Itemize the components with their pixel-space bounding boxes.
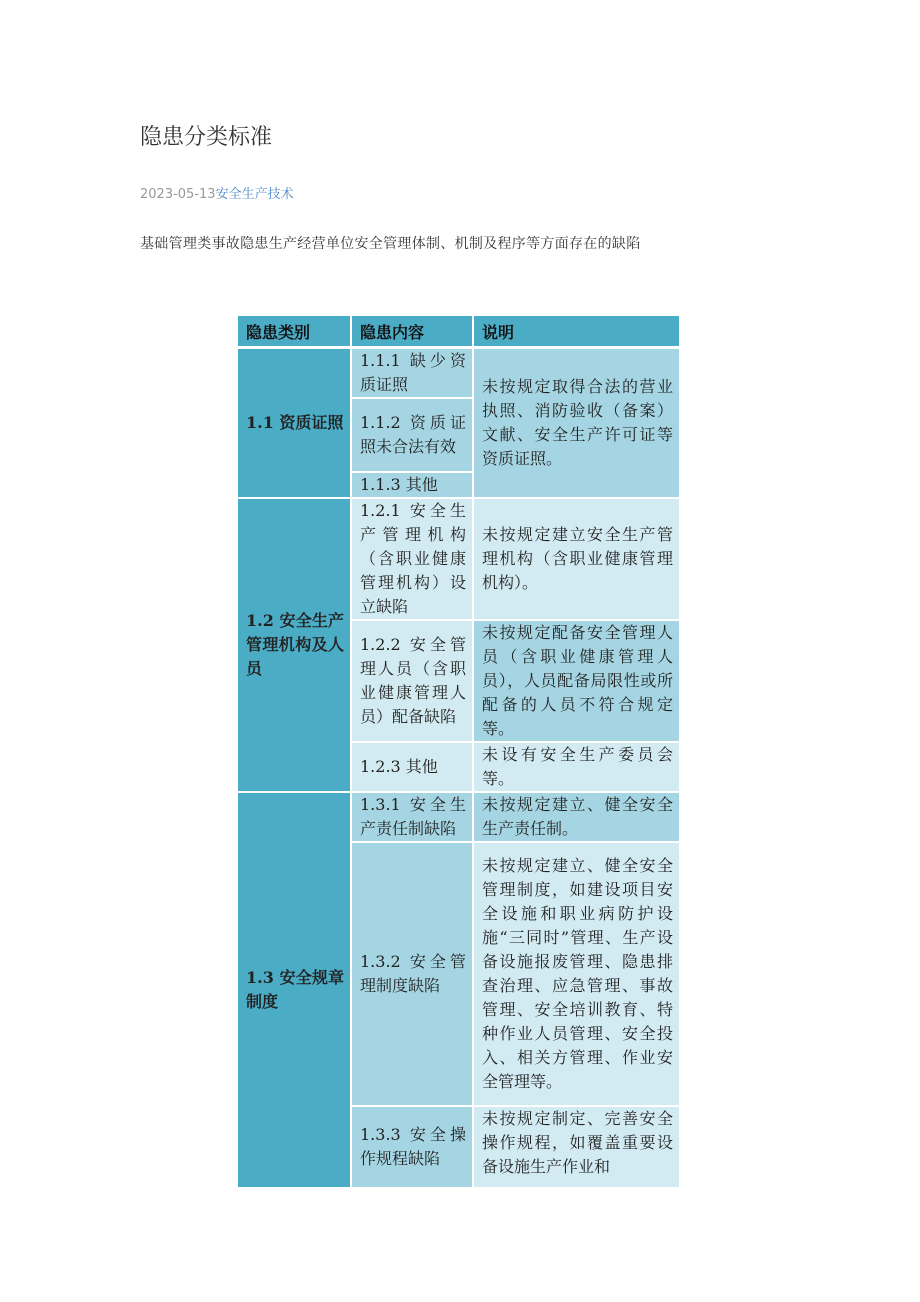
header-content: 隐患内容 <box>352 316 474 349</box>
note-cell: 未按规定建立安全生产管理机构（含职业健康管理机构）。 <box>474 499 681 621</box>
header-category: 隐患类别 <box>238 316 352 349</box>
intro-paragraph: 基础管理类事故隐患生产经营单位安全管理体制、机制及程序等方面存在的缺陷 <box>140 236 641 252</box>
content-cell: 1.3.2 安全管理制度缺陷 <box>352 843 474 1107</box>
content-cell: 1.1.3 其他 <box>352 473 474 499</box>
note-text: 未按规定制定、完善安全操作规程，如覆盖重要设备设施生产作业和 <box>482 1109 673 1176</box>
category-cell: 1.3 安全规章制度 <box>238 793 352 1189</box>
note-cell: 未按规定建立、健全安全管理制度，如建设项目安全设施和职业病防护设施“三同时”管理、生产设备设施报废管理、隐患排查治理、应急管理、事故管理、安全培训教育、特种作业人员管理、安全投入、相关方管理、作业安全管理等。 <box>474 843 681 1107</box>
note-cell: 未按规定建立、健全安全生产责任制。 <box>474 793 681 843</box>
note-cell: 未按规定配备安全管理人员（含职业健康管理人员），人员配备局限性或所配备的人员不符合规定等。 <box>474 621 681 743</box>
table-row <box>238 349 681 399</box>
article-meta <box>140 183 294 202</box>
publish-date: 2023-05-13 <box>140 187 216 202</box>
content-cell: 1.2.2 安全管理人员（含职业健康管理人员）配备缺陷 <box>352 621 474 743</box>
content-cell: 1.2.1 安全生产管理机构（含职业健康管理机构）设立缺陷 <box>352 499 474 621</box>
category-link[interactable]: 安全生产技术 <box>215 187 294 202</box>
note-cell <box>474 1107 681 1189</box>
content-cell: 1.1.2 资质证照未合法有效 <box>352 399 474 473</box>
table-header-row <box>238 316 681 349</box>
category-cell: 1.1 资质证照 <box>238 349 352 499</box>
note-cell: 未设有安全生产委员会等。 <box>474 743 681 793</box>
header-note: 说明 <box>474 316 681 349</box>
content-cell: 1.1.1 缺少资质证照 <box>352 349 474 399</box>
content-cell: 1.3.1 安全生产责任制缺陷 <box>352 793 474 843</box>
note-cell: 未按规定取得合法的营业执照、消防验收（备案）文献、安全生产许可证等资质证照。 <box>474 349 681 499</box>
table-row <box>238 499 681 621</box>
hazard-table <box>238 316 681 1189</box>
table-row <box>238 793 681 843</box>
category-cell: 1.2 安全生产管理机构及人员 <box>238 499 352 793</box>
content-cell: 1.2.3 其他 <box>352 743 474 793</box>
page-title: 隐患分类标准 <box>140 125 273 150</box>
content-cell: 1.3.3 安全操作规程缺陷 <box>352 1107 474 1189</box>
